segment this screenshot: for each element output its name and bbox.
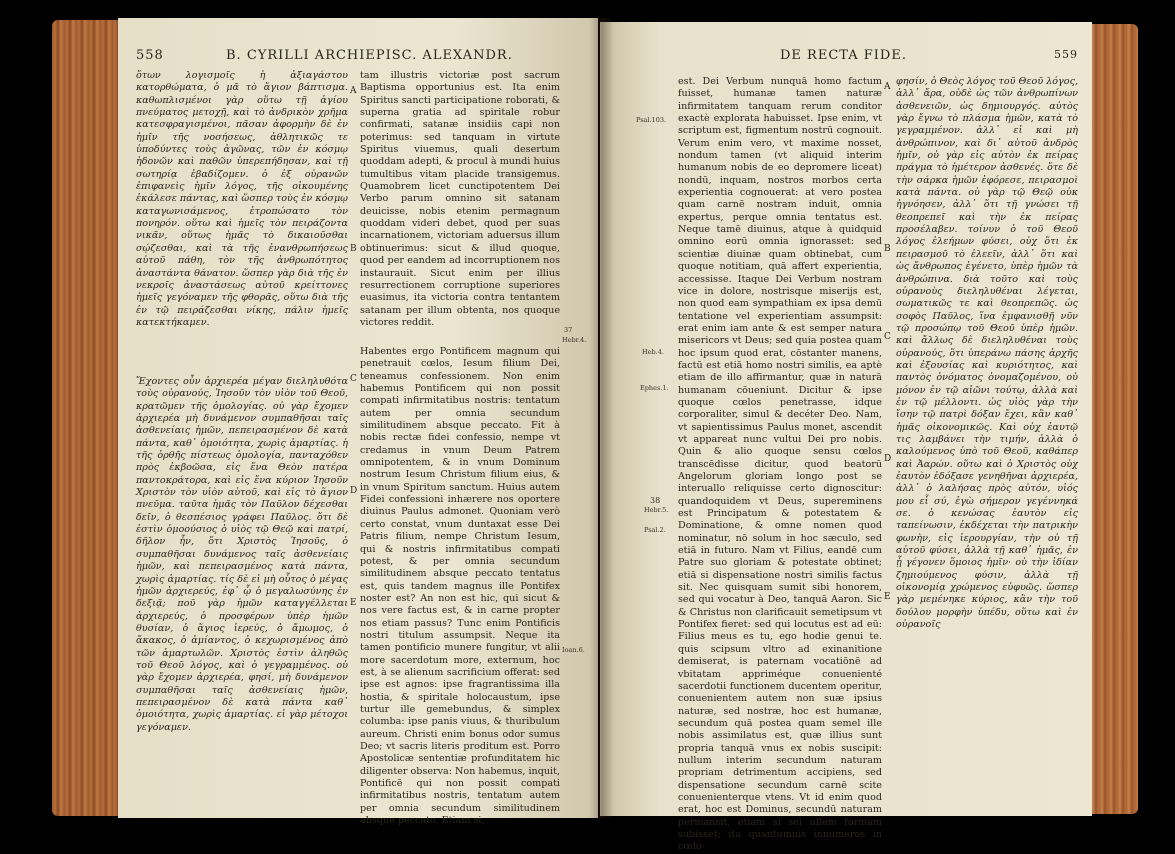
right-latin-column: est. Dei Verbum nunquā homo factum fuisset, humanæ tamen naturæ infirmitatem tanquam rerum conditor exactè explorata habuisset. Ipse enim, vt scriptum est, figmentum nostrū cognouit. Verum enim vero, vt maxime nosset, nondum tamen (vt aliquid interim humanum nobis de eo depromere liceat) nondū, inquam, nostros morbos certa experientia cognouerat: at vero postea quam carnē nostram induit, omnia expertus, perque omnia tentatus est. Neque tamē diuinus, atque à quidquid omnino eorū omnia ignorasset: sed scientiæ diuinæ quam obtinebat, cum quoque notitiam, quā affert experientia, accessisse. Itaque Dei Verbum nostram vice in dolore, nostrisque miserijs est, non quod eam sympathiam ex ipsa demū tentatione vel experientiam assumpsit: erat enim iam ante & est semper natura misericors vt Deus; sed quia postea quam hoc ipsum quod erat, cōstanter manens, factū est etiā homo nostri similis, ea aptè etiam de illo affirmantur, quæ in naturā humanam cōueniunt. Dicitur & ipse quoque cœlos penetrasse, idque corporaliter, simul & decéter Deo. Nam, vt sapientissimus Paulus monet, ascendit vt appareat nunc vultui Dei pro nobis. Quin & alio quoque sensu cœlos transcēdisse dicitur, quod beatorū Angelorum gloriam longo post se interuallo reliquisse certo dignoscitur: quandoquidem vt Deus, supereminens est Principatum & potestatem & Dominatione, & omne nomen quod nominatur, nō solum in hoc sæculo, sed etiā in futuro. Nam vt Filius, eandē cum Patre suo gloriam & potestate obtinet; etiā si dispensatione nostri similis factus sit. Nec quisquam sumit sibi honorem, sed qui vocatur à Deo, tanquā Aaron. Sic & Christus non clarificauit semetipsum vt Pontifex fieret: sed qui locutus est ad eū: Filius meus es tu, ego hodie genui te. quis scipsum vltro ad exinanitione demiserat, is paternam vocatiōnē ad vbitatam appriméque conuenienté sacerdotii functionem ducentem operitur, conuenientem autem non suæ ipsius naturæ, sed nostræ, hoc est humanæ, secundum quā postea quam semel ille nobis assimilatus est, quæ illius sunt propria tanquā vnus ex nobis suscipit: nullum interim secundum naturam propriam detrimentum accipiens, sed dispensatione secundum carnē scite conuenienterque vtens. Vt id enim quod erat, hoc est Dominus, secundū naturam permansit, etiam si sei ullem formam subisset; ita quantumuis innumeros in cœlo: [678, 76, 882, 853]
right-page-number: 559: [1054, 48, 1078, 61]
left-margin-letter-a: A: [350, 86, 357, 96]
left-running-head: B. CYRILLI ARCHIEPISC. ALEXANDR.: [226, 48, 513, 63]
right-running-head: DE RECTA FIDE.: [780, 48, 907, 63]
right-margin-note-hebr5: Hebr.5.: [644, 506, 669, 514]
left-greek-column-2: Ἔχοντες οὖν ἀρχιερέα μέγαν διεληλυθότα τοὺς οὐρανούς, Ἰησοῦν τὸν υἱὸν τοῦ Θεοῦ, κρατῶμεν τῆς ὁμολογίας. οὐ γὰρ ἔχομεν ἀρχιερέα μὴ δυνάμενον συμπαθῆσαι ταῖς ἀσθενείαις ἡμῶν, πεπειρασμένον δὲ κατὰ πάντα, καθ᾽ ὁμοιότητα, χωρὶς ἁμαρτίας. ἡ τῆς ὀρθῆς πίστεως ὁμολογία, πανταχόθεν πρὸς ἐκβοῶσα, εἰς ἕνα Θεὸν πατέρα παντοκράτορα, καὶ εἰς ἕνα κύριον Ἰησοῦν Χριστὸν τὸν υἱὸν αὐτοῦ, καὶ εἰς τὸ ἅγιον πνεῦμα. ταῦτα ἡμᾶς τὸν Παῦλον δέχεσθαι δεῖν, ὁ θεσπέσιος γράφει Παῦλος. ὅτι δὲ ἐστὶν ὁμοούσιος ὁ υἱὸς τῷ Θεῷ καὶ πατρί, δῆλον ἦν, ὅτι Χριστὸς Ἰησοῦς, ὁ συμπαθῆσαι δυνάμενος ταῖς ἀσθενείαις ἡμῶν, καὶ πεπειρασμένος κατὰ πάντα, χωρὶς ἁμαρτίας. τίς δὲ εἰ μὴ οὗτος ὁ μέγας ἡμῶν ἀρχιερεύς, ἐφ᾽ ᾧ ὁ μεγαλωσύνης ἐν δεξιᾷ; ποῦ γὰρ ἡμῶν καταγγέλλεται ἀρχιερεύς, ὁ προσφέρων ὑπὲρ ἡμῶν θυσίαν, ὁ ἅγιος ἱερεύς, ὁ ἄμωμος, ὁ ἄκακος, ὁ ἀμίαντος, ὁ κεχωρισμένος ἀπὸ τῶν ἁμαρτωλῶν. Χριστὸς ἐστὶν ἀληθῶς τοῦ Θεοῦ λόγος, καὶ ὁ γεγραμμένος. οὐ γὰρ ἔχομεν ἀρχιερέα, φησί, μὴ δυνάμενον συμπαθῆσαι ταῖς ἀσθενείαις ἡμῶν, πεπειρασμένον δὲ κατὰ πάντα καθ᾽ ὁμοιότητα, χωρὶς ἁμαρτίας. εἰ γὰρ μέτοχοι γεγόναμεν.: [136, 376, 348, 733]
right-margin-letter-b: B: [884, 244, 891, 254]
book-gutter: [590, 18, 614, 818]
left-page: [118, 18, 598, 827]
left-margin-note-hebr4: Hebr.4.: [562, 336, 587, 344]
left-latin-column-1: tam illustris victoriæ post sacrum Baptisma opportunius est. Ita enim Spiritus sancti participatione roborati, & superna gratia ad spiritale robur confirmati, satanæ insidiis capi non poterimus: sed tanquam in virtute Spiritus viuemus, quali desertum quoddam adepti, & procul à mundi huius tumultibus vitam placide transigemus. Quamobrem licet cunctipotentem Dei Verbo parum omnino sit satanam deuicisse, nobis etenim permagnum quoddam videri debet, quod per suas incarnationem, victoriam aduersus illum obtinuerimus: sicut & illud quoque, quod per eandem ad incorruptionem nos instaurauit. Sicut enim per illius resurrectionem corruptione superiores euasimus, ita victoria contra tentantem satanam per illum obtenta, nos quoque victores reddit.: [360, 70, 560, 328]
left-margin-letter-e: E: [350, 598, 357, 608]
right-margin-letter-e: E: [884, 592, 891, 602]
left-book-edge: [52, 20, 120, 816]
left-margin-letter-c: C: [350, 374, 357, 384]
right-margin-note-38: 38: [650, 496, 661, 505]
right-margin-letter-d: D: [884, 454, 892, 464]
right-margin-letter-a: A: [884, 82, 891, 92]
left-margin-letter-d: D: [350, 486, 358, 496]
right-greek-column: φησίν, ὁ Θεὸς λόγος τοῦ Θεοῦ λόγος, ἀλλ᾽ ἄρα, οὐδὲ ὡς τῶν ἀνθρωπίνων ἀσθενειῶν, ὡς δημιουργός. αὐτὸς γὰρ ἔγνω τὸ πλάσμα ἡμῶν, κατὰ τὸ γεγραμμένον. ἀλλ᾽ εἰ καὶ μὴ ἀνθρώπινον, καὶ δι᾽ αὐτοῦ ἀνδρὸς ἡμῖν, οὐ γὰρ εἰς αὐτὸν ἐκ πείρας πράγμα τὸ ἡμέτερον ἀσθενές. ὅτε δὲ τὴν σάρκα ἡμῶν ἐφόρεσε, πειρασμοὶ κατὰ πάντα. οὐ γὰρ τῷ Θεῷ οὐκ ἠγνόησεν, ἀλλ᾽ ὅτι τῇ γνώσει τῇ θεοπρεπεῖ καὶ τὴν ἐκ πείρας προσέλαβεν. τοίνυν ὁ τοῦ Θεοῦ λόγος ἐλεήμων φύσει, οὐχ ὅτι ἐκ πειρασμοῦ τὸ ἐλεεῖν, ἀλλ᾽ ὅτι καὶ ὡς ἄνθρωπος ἐγένετο, ὑπὲρ ἡμῶν τὰ ἀνθρώπινα. διὰ τοῦτο καὶ τοὺς οὐρανοὺς διεληλυθέναι λέγεται, σωματικῶς τε καὶ θεοπρεπῶς. ὡς σοφὸς Παῦλος, ἵνα ἐμφανισθῇ νῦν τῷ προσώπῳ τοῦ Θεοῦ ὑπὲρ ἡμῶν. καὶ ἄλλως δὲ διεληλυθέναι τοὺς οὐρανούς, ὅτι ὑπεράνω πάσης ἀρχῆς καὶ ἐξουσίας καὶ κυριότητος, καὶ παντὸς ὀνόματος ὀνομαζομένου, οὐ μόνον ἐν τῷ αἰῶνι τούτῳ, ἀλλὰ καὶ ἐν τῷ μέλλοντι. ὡς υἱὸς γὰρ τὴν ἴσην τῷ πατρὶ δόξαν ἔχει, κἂν καθ᾽ ἡμᾶς οἰκονομικῶς. Καὶ οὐχ ἑαυτῷ τις λαμβάνει τὴν τιμήν, ἀλλὰ ὁ καλούμενος ὑπὸ τοῦ Θεοῦ, καθάπερ καὶ Ἀαρών. οὕτω καὶ ὁ Χριστὸς οὐχ ἑαυτὸν ἐδόξασε γενηθῆναι ἀρχιερέα, ἀλλ᾽ ὁ λαλήσας πρὸς αὐτόν, υἱός μου εἶ σύ, ἐγὼ σήμερον γεγέννηκά σε. ὁ κενώσας ἑαυτὸν εἰς ταπείνωσιν, ἐκδέχεται τὴν πατρικὴν φωνὴν, εἰς ἱερουργίαν, τὴν οὐ τῇ αὐτοῦ φύσει, ἀλλὰ τῇ καθ᾽ ἡμᾶς, ἐν ᾗ γέγονεν ὅμοιος ἡμῖν· οὐ τὴν ἰδίαν ζημιούμενος φύσιν, ἀλλὰ τῇ οἰκονομίᾳ χρώμενος εὐφυῶς. ὥσπερ γὰρ μεμένηκε κύριος, κἂν τὴν τοῦ δούλου μορφὴν ὑπέδυ, οὕτω καὶ ἐν οὐρανοῖς: [896, 76, 1078, 631]
right-margin-letter-c: C: [884, 332, 891, 342]
right-margin-note-psal2: Psal.2.: [644, 526, 666, 534]
right-margin-note-psal103: Psal.103.: [636, 116, 667, 124]
left-margin-note-ioan6: Ioan.6.: [562, 646, 585, 654]
right-margin-note-ephes1: Ephes.1.: [640, 384, 669, 392]
left-latin-column-2: Habentes ergo Pontificem magnum qui penetrauit cœlos, Iesum filium Dei, teneamus confessionem. Non enim habemus Pontificem qui non possit compati infirmitatibus nostris: tentatum autem per omnia secundum similitudinem absque peccato. Fit à nobis rectæ fidei confessio, nempe vt credamus in vnum Deum Patrem omnipotentem, & in vnum Dominum nostrum Iesum Christum filium eius, & in vnum Spiritum sanctum. Huius autem Fidei confessioni inhærere nos oportere diuinus Paulus admonet. Quoniam verò certo constat, vnum duntaxat esse Dei Patris filium, nempe Christum Iesum, qui & nostris infirmitatibus compati potest, & per omnia secundum similitudinem absque peccato tentatus est, quis tandem magnus ille Pontifex noster est? An non est hic, qui sicut & nos vere factus est, & in carne propter nos etiam passus? Tunc enim Pontificis nostri titulum assumpsit. Neque ita tamen pontificio munere fungitur, vt alii more sacerdotum more, externum, hoc est, à se alienum sacrificium offerat: sed ipse est agnos: ipse fragrantissima illa hostia, & spiritale holocaustum, ipse turtur ille gemebundus, & simplex columba: ipse panis viuus, & thuribulum aureum. Christi enim bonus odor sumus Deo; vt sacris literis proditum est. Porro Apostolicæ sententiæ profunditatem hic diligenter observa: Non habemus, inquit, Pontificē qui non possit compati infirmitatibus nostris, tentatum autem per omnia secundum similitudinem absque peccato. Etiam si,: [360, 346, 560, 827]
right-page: [600, 22, 1092, 853]
right-margin-note-heb4: Heb.4.: [642, 348, 664, 356]
left-margin-note-37: 37: [564, 326, 573, 334]
left-margin-letter-b: B: [350, 244, 357, 254]
left-greek-column-1: ὅτων λογισμοῖς ἡ ἀξιαγάστου κατορθώματα, ὁ μᾶ τὸ ἅγιον βάπτισμα. καθωπλισμένοι γὰρ οὕτω τῇ ἁγίου πνεύματος μετοχῇ, καὶ τὸ ἀνδρικὸν χρῆμα κατεσφραγισμένοι, πᾶσαν ἀφορμὴν δὲ ἐν ἡμῖν τῆς νοσήσεως, ἀθλητικῶς τε ὑποδύντες τοὺς ἀγῶνας, τῶν ἐν κόσμῳ ἡδονῶν καὶ παθῶν ὑπερεπήδησαν, καὶ τῇ σωτηρίᾳ ἐβαδίζομεν. ὁ ἐξ οὐρανῶν ἐπιφανεὶς ἡμῖν λόγος, τῆς οἰκουμένης ἐκάλεσε πάντας, καὶ ὥσπερ τοὺς ἐν κόσμῳ καταγωνισάμενος, ἐτροπώσατο τὸν πονηρόν. οὕτω καὶ ἡμεῖς τὸν πειράζοντα νικᾶν, οὕτως ἡμᾶς τὸ δικαιοῦσθαι σῴζεσθαι, καὶ τὰ τῆς ἐνανθρωπήσεως αὐτοῦ πάθη, τὸν τῆς ἀνθρωπότητος ἀναστάντα θάνατον. ὥσπερ γὰρ διὰ τῆς ἐν νεκροῖς ἀναστάσεως αὐτοῦ κρείττονες ἡμεῖς γεγόναμεν τῆς φθορᾶς, οὕτω διὰ τῆς ἐν τῷ πειράζεσθαι νίκης, πάλιν ἡμεῖς κατεκτήκαμεν.: [136, 70, 348, 328]
left-page-number: 558: [136, 48, 164, 63]
right-book-edge: [1090, 24, 1138, 814]
